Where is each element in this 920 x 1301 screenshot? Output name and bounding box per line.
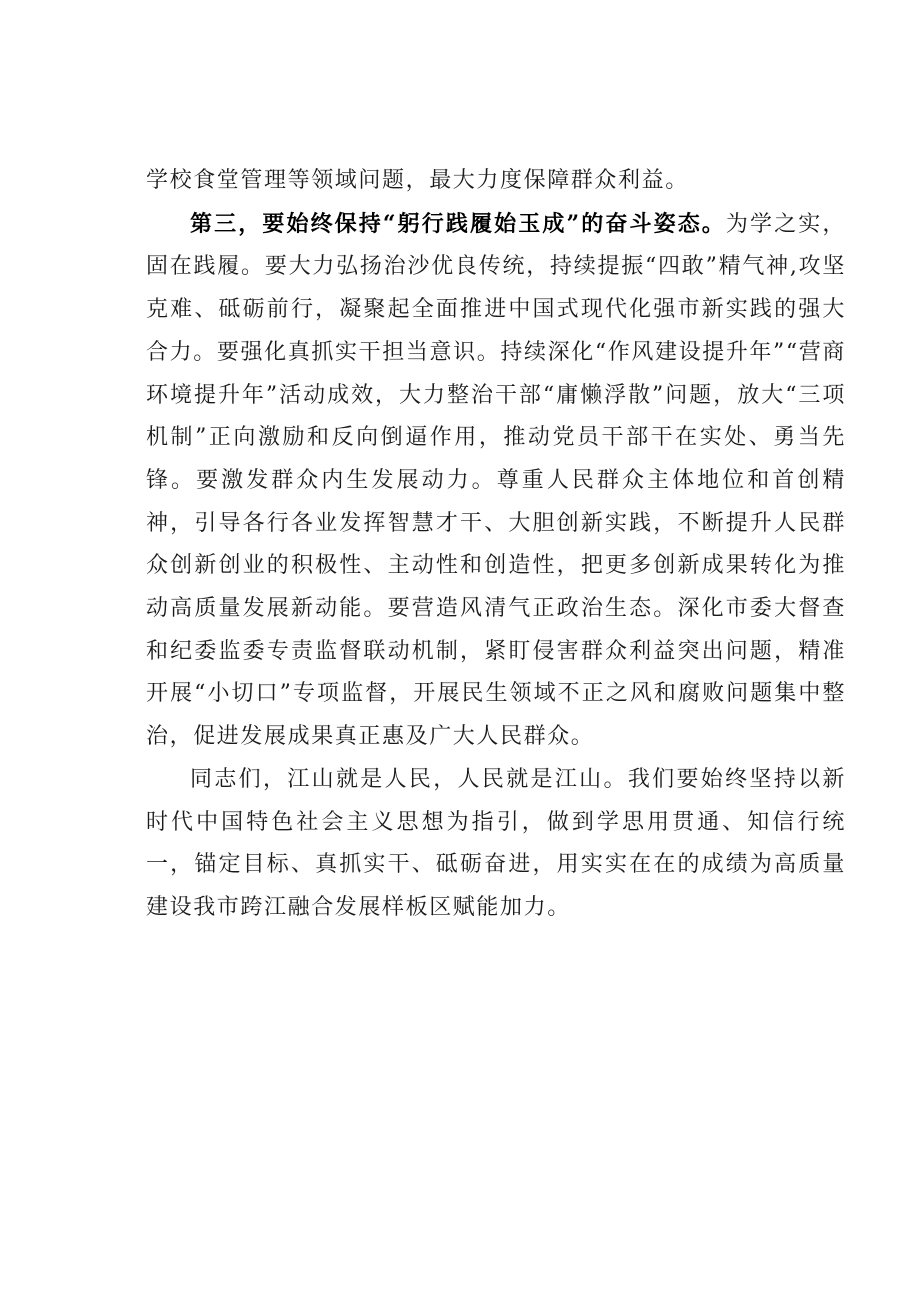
- paragraph-text: 为学之实，固在践履。要大力弘扬治沙优良传统，持续提振“四敢”精气神,攻坚克难、砥砺前行，凝聚起全面推进中国式现代化强市新实践的强大合力。要强化真抓实干担当意识。持续深化“作风建设提升年”“营商环境提升年”活动成效，大力整治干部“庸懒浮散”问题，放大“三项机制”正向激励和反向倒逼作用，推动党员干部干在实处、勇当先锋。要激发群众内生发展动力。尊重人民群众主体地位和首创精神，引导各行各业发挥智慧才干、大胆创新实践，不断提升人民群众创新创业的积极性、主动性和创造性，把更多创新成果转化为推动高质量发展新动能。要营造风清气正政治生态。深化市委大督查和纪委监委专责监督联动机制，紧盯侵害群众利益突出问题，精准开展“小切口”专项监督，开展民生领域不正之风和腐败问题集中整治，促进发展成果真正惠及广大人民群众。: [146, 211, 846, 750]
- document-body: [146, 160, 846, 930]
- paragraph-third-point: [146, 203, 846, 759]
- paragraph-continuation: [146, 160, 846, 203]
- paragraph-conclusion: [146, 759, 846, 930]
- paragraph-heading: 第三，要始终保持“躬行践履始玉成”的奋斗姿态。: [190, 210, 726, 237]
- paragraph-text: 同志们，江山就是人民，人民就是江山。我们要始终坚持以新时代中国特色社会主义思想为指引，做到学思用贯通、知信行统一，锚定目标、真抓实干、砥砺奋进，用实实在在的成绩为高质量建设我市跨江融合发展样板区赋能加力。: [146, 766, 846, 920]
- paragraph-text: 学校食堂管理等领域问题，最大力度保障群众利益。: [146, 168, 689, 193]
